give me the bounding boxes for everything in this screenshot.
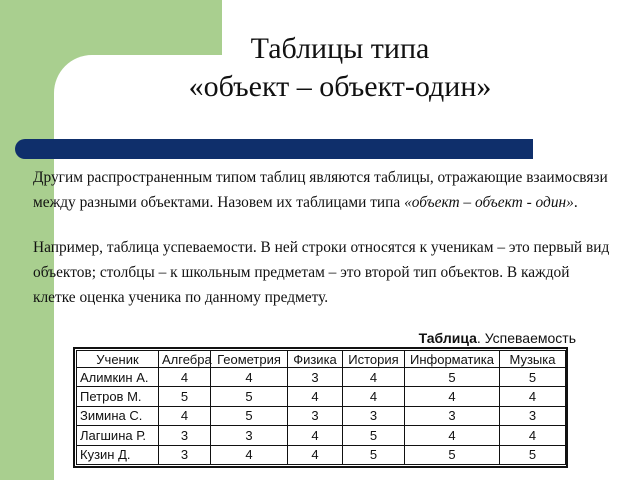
header-cell: Геометрия [211,351,288,368]
title-line-2: «объект – объект-один» [188,70,492,103]
grade-cell: 4 [288,445,343,464]
paragraph-1-text: Другим распространенным типом таблиц являются таблицы, отражающие взаимосвязи между разными объектами. Назовем их таблицами типа [33,169,608,211]
paragraph-1-end: . [573,194,578,211]
title-line-1: Таблицы типа [250,32,430,65]
grade-cell: 4 [288,387,343,406]
grade-cell: 3 [288,406,343,425]
grade-cell: 3 [288,368,343,387]
grade-cell: 4 [159,368,211,387]
student-name-cell: Кузин Д. [77,445,159,464]
grade-cell: 4 [211,445,288,464]
table-row [77,387,566,406]
header-cell: Ученик [77,351,159,368]
paragraph-2: Например, таблица успеваемости. В ней строки относятся к ученикам – это первый вид объектов; столбцы – к школьным предметам – это второй тип объектов. В каждой клетке оценка ученика по данному предмету. [33,239,610,306]
student-name-cell: Петров М. [77,387,159,406]
header-cell: Информатика [405,351,500,368]
table-row [77,368,566,387]
grade-cell: 5 [343,445,405,464]
grade-cell: 5 [405,445,500,464]
grade-cell: 3 [211,426,288,445]
header-cell: История [343,351,405,368]
grade-cell: 4 [343,368,405,387]
grades-table [76,350,566,465]
header-cell: Музыка [500,351,566,368]
grade-cell: 3 [159,426,211,445]
header-cell: Физика [288,351,343,368]
table-row [77,406,566,425]
grade-cell: 5 [211,406,288,425]
grade-cell: 4 [159,406,211,425]
grade-cell: 3 [405,406,500,425]
table-header-row [77,351,566,368]
grades-table-frame [73,347,568,468]
grade-cell: 4 [405,387,500,406]
grade-cell: 4 [288,426,343,445]
table-caption-rest: . Успеваемость [476,330,576,346]
table-row [77,445,566,464]
grade-cell: 3 [500,406,566,425]
paragraph-1-italic: «объект – объект - один» [404,194,574,211]
slide-title [160,30,520,106]
table-caption-bold: Таблица [418,330,477,346]
grade-cell: 5 [500,445,566,464]
grade-cell: 4 [405,426,500,445]
student-name-cell: Алимкин А. [77,368,159,387]
paragraph-1 [33,165,611,215]
student-name-cell: Зимина С. [77,406,159,425]
grade-cell: 5 [211,387,288,406]
table-caption [419,330,576,346]
table-row [77,426,566,445]
grade-cell: 5 [405,368,500,387]
grade-cell: 4 [500,426,566,445]
decorative-navy-bar [15,139,533,159]
student-name-cell: Лагшина Р. [77,426,159,445]
grade-cell: 4 [211,368,288,387]
grade-cell: 3 [343,406,405,425]
grade-cell: 3 [159,445,211,464]
grade-cell: 5 [500,368,566,387]
grade-cell: 5 [343,426,405,445]
grade-cell: 4 [343,387,405,406]
grade-cell: 5 [159,387,211,406]
grade-cell: 4 [500,387,566,406]
header-cell: Алгебра [159,351,211,368]
